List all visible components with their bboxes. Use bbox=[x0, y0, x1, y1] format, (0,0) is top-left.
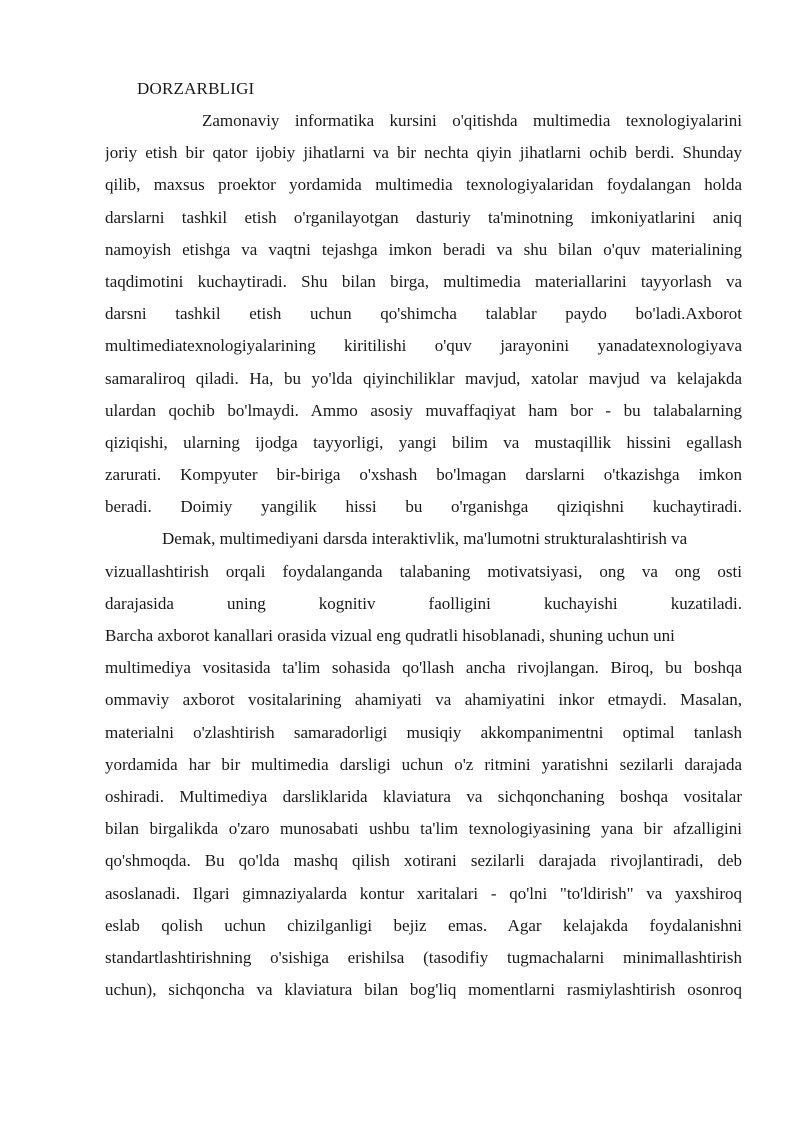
text-line: beradi. Doimiy yangilik hissi bu o'rganishga qiziqishni kuchaytiradi. bbox=[105, 497, 742, 517]
text-line: qo'shmoqda. Bu qo'lda mashq qilish xotirani sezilarli darajada rivojlantiradi, deb bbox=[105, 851, 742, 871]
text-line: bilan birgalikda o'zaro munosabati ushbu ta'lim texnologiyasining yana bir afzalligini bbox=[105, 819, 742, 839]
text-line: uchun), sichqoncha va klaviatura bilan bog'liq momentlarni rasmiylashtirish osonroq bbox=[105, 980, 742, 1000]
document-page bbox=[105, 72, 742, 1006]
text-line: darsni tashkil etish uchun qo'shimcha talablar paydo bo'ladi.Axborot bbox=[105, 304, 742, 324]
text-line: samaraliroq qiladi. Ha, bu yo'lda qiyinchiliklar mavjud, xatolar mavjud va kelajakda bbox=[105, 368, 742, 388]
text-line: Barcha axborot kanallari orasida vizual eng qudratli hisoblanadi, shuning uchun uni bbox=[105, 626, 675, 645]
text-line: joriy etish bir qator ijobiy jihatlarni va bir nechta qiyin jihatlarni ochib berdi. Shunday bbox=[105, 143, 742, 163]
text-line: eslab qolish uchun chizilganligi bejiz emas. Agar kelajakda foydalanishni bbox=[105, 915, 742, 935]
text-line: qiziqishi, ularning ijodga tayyorligi, yangi bilim va mustaqillik hissini egallash bbox=[105, 432, 742, 452]
text-line: multimediya vositasida ta'lim sohasida qo'llash ancha rivojlangan. Biroq, bu boshqa bbox=[105, 658, 742, 678]
section-heading: DORZARBLIGI bbox=[137, 79, 255, 98]
text-line: standartlashtirishning o'sishiga erishilsa (tasodifiy tugmachalarni minimallashtirish bbox=[105, 947, 742, 967]
text-line: Demak, multimediyani darsda interaktivlik, ma'lumotni strukturalashtirish va bbox=[162, 529, 688, 549]
text-line: multimediatexnologiyalarining kiritilishi o'quv jarayonini yanadatexnologiyava bbox=[105, 336, 742, 356]
text-line: darajasida uning kognitiv faolligini kuchayishi kuzatiladi. bbox=[105, 593, 742, 613]
text-line: darslarni tashkil etish o'rganilayotgan dasturiy ta'minotning imkoniyatlarini aniq bbox=[105, 207, 742, 227]
text-line: oshiradi. Multimediya darsliklarida klaviatura va sichqonchaning boshqa vositalar bbox=[105, 786, 742, 806]
text-line: taqdimotini kuchaytiradi. Shu bilan birga, multimedia materiallarini tayyorlash va bbox=[105, 271, 742, 291]
text-line: qilib, maxsus proektor yordamida multimedia texnologiyalaridan foydalangan holda bbox=[105, 175, 742, 195]
body-text bbox=[105, 105, 742, 1006]
text-line: materialni o'zlashtirish samaradorligi musiqiy akkompanimentni optimal tanlash bbox=[105, 722, 742, 742]
text-line: yordamida har bir multimedia darsligi uchun o'z ritmini yaratishni sezilarli darajada bbox=[105, 754, 742, 774]
text-line: Zamonaviy informatika kursini o'qitishda multimedia texnologiyalarini bbox=[202, 111, 742, 130]
text-line: ulardan qochib bo'lmaydi. Ammo asosiy muvaffaqiyat ham bor - bu talabalarning bbox=[105, 400, 742, 420]
text-line: namoyish etishga va vaqtni tejashga imkon beradi va shu bilan o'quv materialining bbox=[105, 239, 742, 259]
text-line: vizuallashtirish orqali foydalanganda talabaning motivatsiyasi, ong va ong osti bbox=[105, 561, 742, 581]
text-line: ommaviy axborot vositalarining ahamiyati va ahamiyatini inkor etmaydi. Masalan, bbox=[105, 690, 742, 710]
text-line: asoslanadi. Ilgari gimnaziyalarda kontur xaritalari - qo'lni "to'ldirish" va yaxshiroq bbox=[105, 883, 742, 903]
text-line: zarurati. Kompyuter bir-biriga o'xshash bo'lmagan darslarni o'tkazishga imkon bbox=[105, 465, 742, 485]
